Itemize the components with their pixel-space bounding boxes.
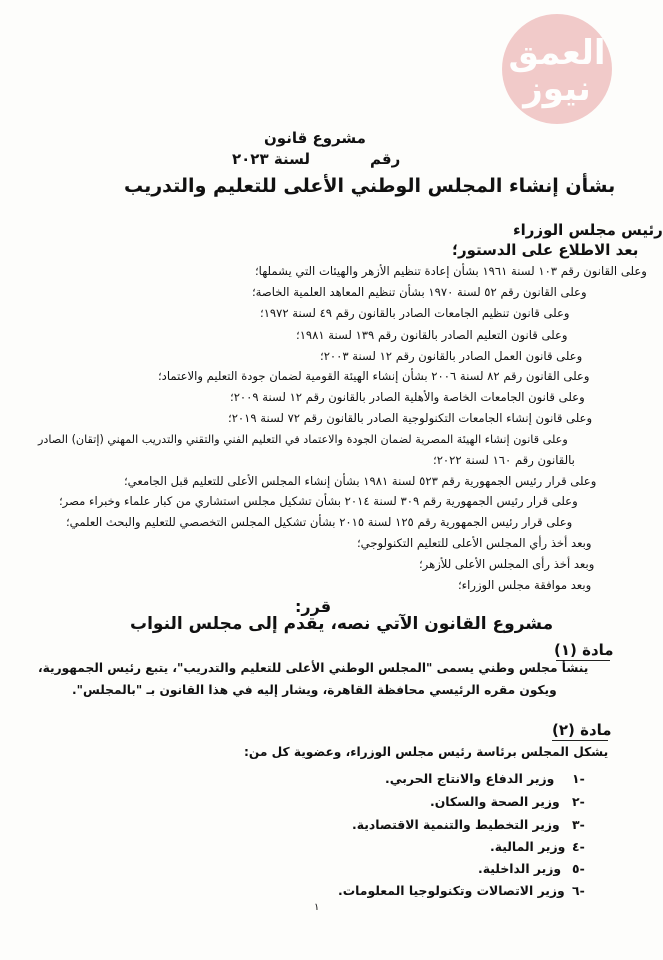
member-text: وزير التخطيط والتنمية الاقتصادية.	[352, 817, 560, 832]
doc-type: مشروع قانون	[264, 129, 366, 147]
after-review: بعد الاطلاع على الدستور؛	[452, 241, 639, 259]
member-text: وزير الدفاع والانتاج الحربي.	[385, 771, 555, 786]
recital: وعلى القانون رقم ٥٢ لسنة ١٩٧٠ بشأن تنظيم المعاهد العلمية الخاصة؛	[252, 285, 587, 299]
logo-line-1: العمق	[508, 33, 606, 73]
article-2-heading: مادة (٢)	[552, 721, 612, 739]
member-number: -٣	[572, 817, 585, 832]
recital-continued: بالقانون رقم ١٦٠ لسنة ٢٠٢٢؛	[433, 453, 575, 467]
recital: وبعد أخذ رأى المجلس الأعلى للأزهر؛	[419, 557, 595, 571]
recital: وعلى قانون العمل الصادر بالقانون رقم ١٢ لسنة ٢٠٠٣؛	[320, 349, 583, 363]
member-number: -٦	[572, 883, 585, 898]
year-label: لسنة ٢٠٢٣	[232, 150, 310, 168]
decision-word: قرر:	[295, 597, 332, 616]
article-1-line-1: ينشأ مجلس وطني يسمى "المجلس الوطني الأعلى للتعليم والتدريب"، يتبع رئيس الجمهورية،	[38, 661, 589, 675]
member-text: وزير الاتصالات وتكنولوجيا المعلومات.	[338, 883, 565, 898]
recital: وعلى قانون تنظيم الجامعات الصادر بالقانون رقم ٤٩ لسنة ١٩٧٢؛	[260, 306, 570, 320]
recital: وعلى قانون إنشاء الجامعات التكنولوجية الصادر بالقانون رقم ٧٢ لسنة ٢٠١٩؛	[228, 411, 593, 425]
decision-line: مشروع القانون الآتي نصه، يقدم إلى مجلس النواب	[130, 614, 554, 634]
member-number: -١	[572, 771, 585, 786]
news-logo	[502, 14, 612, 124]
recital: وعلى قانون إنشاء الهيئة المصرية لضمان الجودة والاعتماد في التعليم الفني والتقني والتدريب المهني (إتقان) الصادر	[38, 433, 568, 446]
member-number: -٢	[572, 794, 585, 809]
recital: وعلى القانون رقم ٨٢ لسنة ٢٠٠٦ بشأن إنشاء الهيئة القومية لضمان جودة التعليم والاعتماد؛	[158, 369, 590, 383]
number-label: رقم	[370, 150, 401, 168]
recital: وعلى قانون الجامعات الخاصة والأهلية الصادر بالقانون رقم ١٢ لسنة ٢٠٠٩؛	[230, 390, 585, 404]
article-1-line-2: ويكون مقره الرئيسي محافظة القاهرة، ويشار إليه في هذا القانون بـ "بالمجلس".	[72, 683, 557, 697]
article-2-intro: يشكل المجلس برئاسة رئيس مجلس الوزراء، وعضوية كل من:	[244, 745, 609, 759]
member-number: -٥	[572, 861, 585, 876]
recital: وبعد موافقة مجلس الوزراء؛	[458, 578, 592, 592]
page-number: ١	[314, 902, 320, 913]
member-text: وزير الداخلية.	[478, 861, 562, 876]
recital: وعلى القانون رقم ١٠٣ لسنة ١٩٦١ بشأن إعادة تنظيم الأزهر والهيئات التي يشملها؛	[255, 264, 647, 278]
article-1-heading: مادة (١)	[554, 641, 614, 659]
logo-line-2: نيوز	[523, 69, 591, 109]
recital: وعلى قانون التعليم الصادر بالقانون رقم ١٣٩ لسنة ١٩٨١؛	[296, 328, 568, 342]
heading-underline	[552, 740, 608, 741]
recital: وعلى قرار رئيس الجمهورية رقم ٥٢٣ لسنة ١٩٨١ بشأن إنشاء المجلس الأعلى للتعليم قبل الجامعي؛	[124, 474, 597, 488]
member-text: وزير الصحة والسكان.	[430, 794, 560, 809]
preamble-head: رئيس مجلس الوزراء	[513, 221, 663, 239]
member-number: -٤	[572, 839, 585, 854]
recital: وبعد أخذ رأي المجلس الأعلى للتعليم التكنولوجي؛	[357, 536, 592, 550]
recital: وعلى قرار رئيس الجمهورية رقم ٣٠٩ لسنة ٢٠١٤ بشأن تشكيل مجلس استشاري من كبار علماء وخبراء مصر؛	[59, 494, 578, 508]
law-title: بشأن إنشاء المجلس الوطني الأعلى للتعليم والتدريب	[124, 175, 616, 197]
member-text: وزير المالية.	[490, 839, 566, 854]
recital: وعلى قرار رئيس الجمهورية رقم ١٢٥ لسنة ٢٠١٥ بشأن تشكيل المجلس التخصصي للتعليم والبحث العلمي؛	[66, 515, 573, 529]
